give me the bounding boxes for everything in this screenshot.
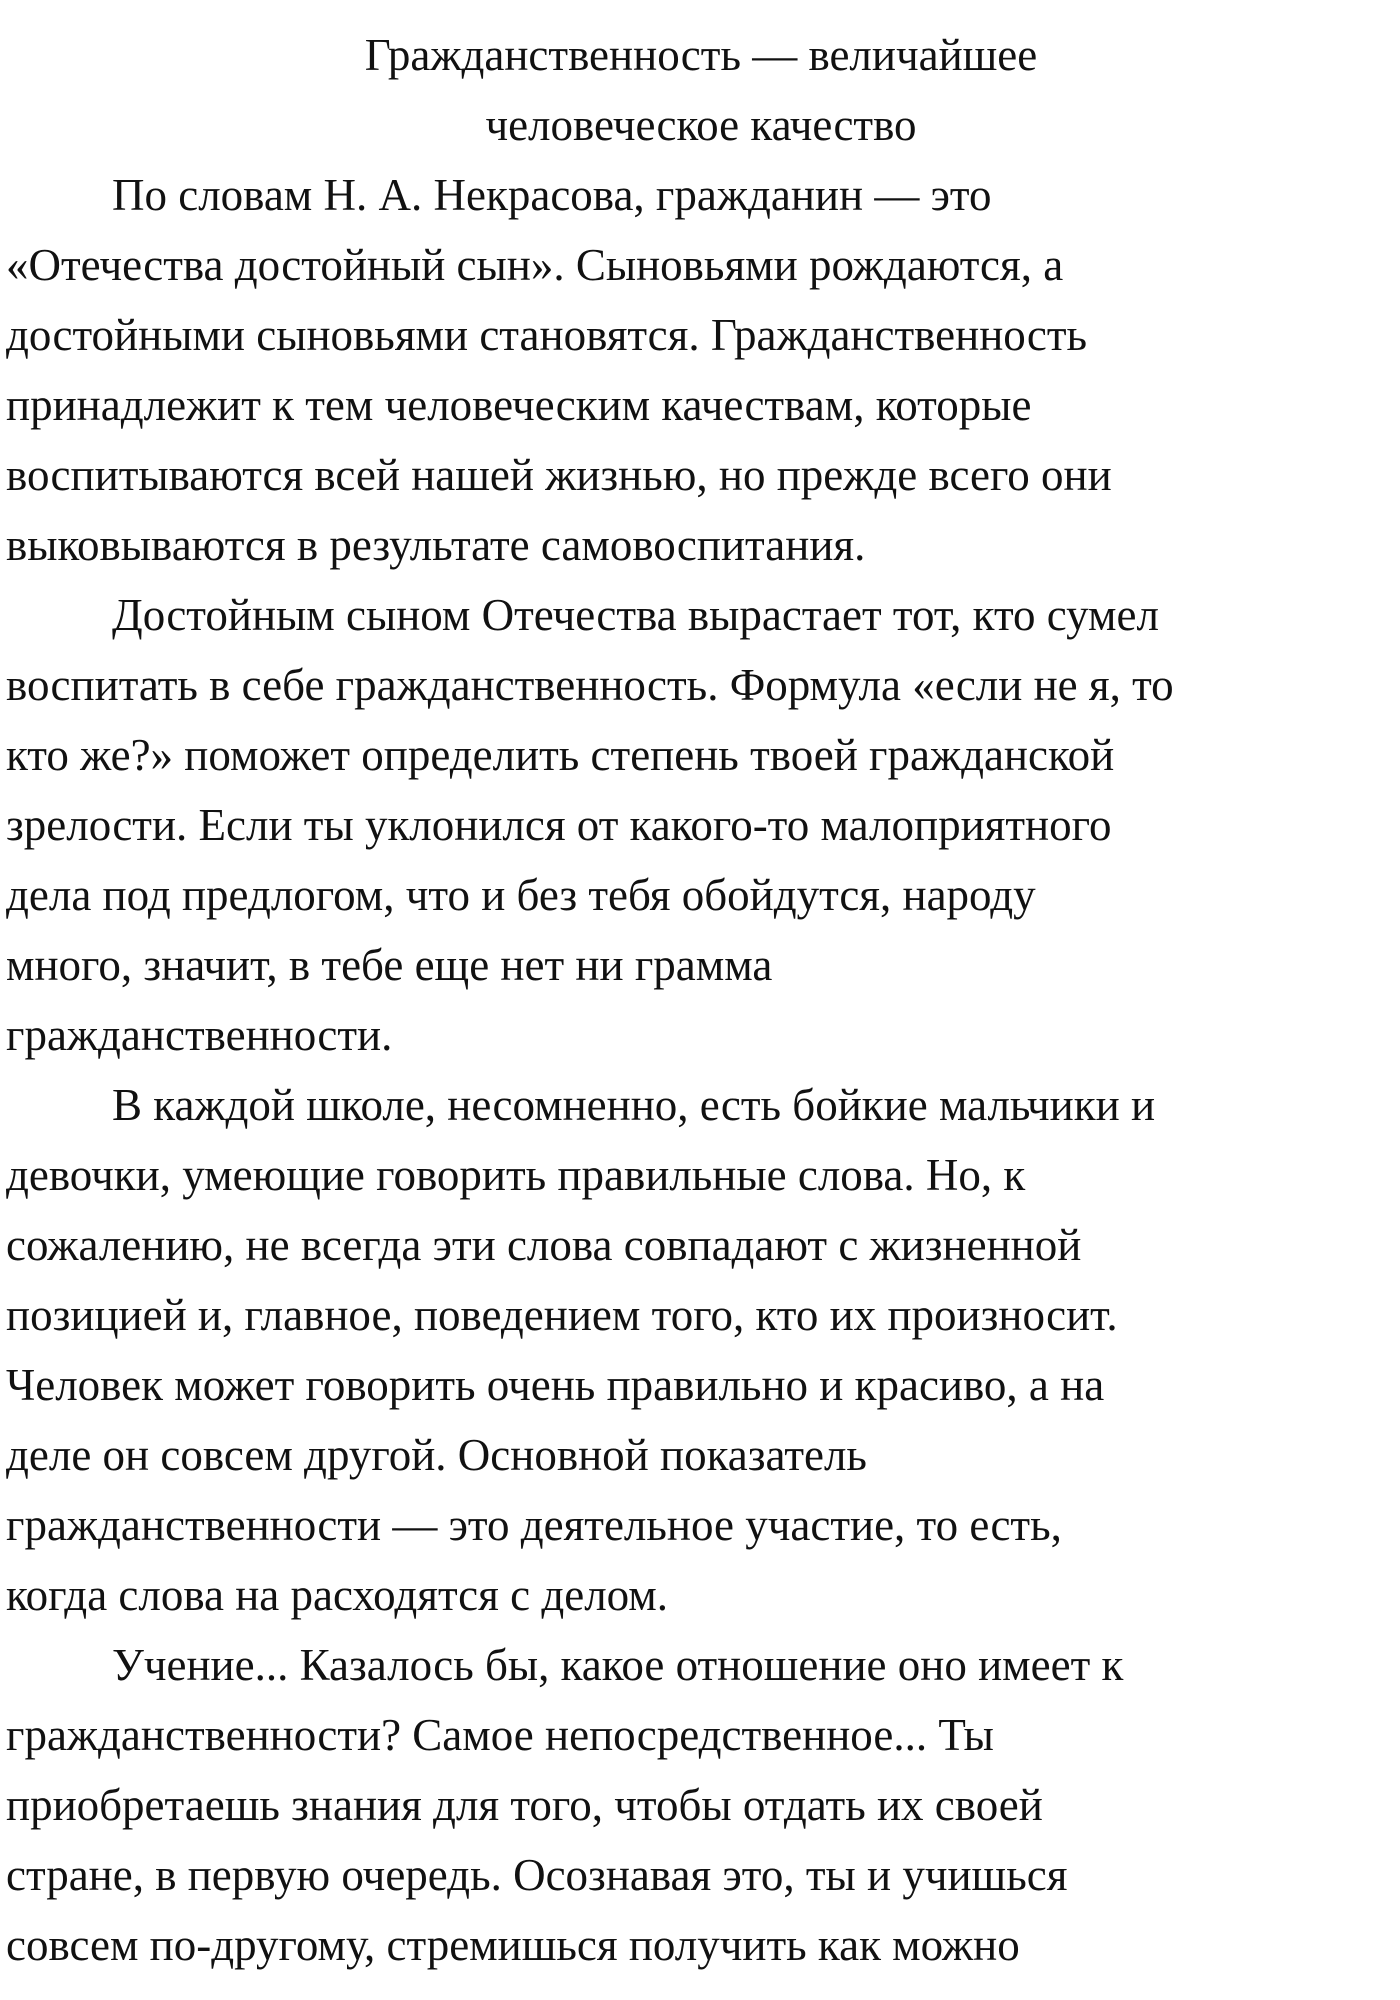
text-line: По словам Н. А. Некрасова, гражданин — это	[112, 170, 992, 220]
text-line: девочки, умеющие говорить правильные слова. Но, к	[6, 1150, 1026, 1200]
document-page	[6, 20, 1396, 1980]
text-line: Человек может говорить очень правильно и красиво, а на	[6, 1360, 1105, 1410]
text-line: Учение... Казалось бы, какое отношение оно имеет к	[112, 1640, 1124, 1690]
paragraph-2	[6, 580, 1396, 1070]
text-line: сожалению, не всегда эти слова совпадают с жизненной	[6, 1220, 1082, 1270]
text-line: выковываются в результате самовоспитания.	[6, 520, 866, 570]
text-line: гражданственности.	[6, 1010, 393, 1060]
document-title	[6, 20, 1396, 160]
text-line: кто же?» поможет определить степень твоей гражданской	[6, 730, 1115, 780]
text-line: достойными сыновьями становятся. Гражданственность	[6, 310, 1088, 360]
paragraph-3	[6, 1070, 1396, 1630]
text-line: В каждой школе, несомненно, есть бойкие мальчики и	[112, 1080, 1156, 1130]
text-line: дела под предлогом, что и без тебя обойдутся, народу	[6, 870, 1036, 920]
text-line: стране, в первую очередь. Осознавая это, ты и учишься	[6, 1850, 1068, 1900]
title-line: человеческое качество	[485, 100, 917, 150]
paragraph-1	[6, 160, 1396, 580]
title-line: Гражданственность — величайшее	[364, 30, 1038, 80]
text-line: воспитываются всей нашей жизнью, но прежде всего они	[6, 450, 1112, 500]
text-line: приобретаешь знания для того, чтобы отдать их своей	[6, 1780, 1043, 1830]
text-line: гражданственности — это деятельное участие, то есть,	[6, 1500, 1062, 1550]
text-line: «Отечества достойный сын». Сыновьями рождаются, а	[6, 240, 1064, 290]
text-line: гражданственности? Самое непосредственное... Ты	[6, 1710, 994, 1760]
text-line: принадлежит к тем человеческим качествам, которые	[6, 380, 1032, 430]
paragraph-4	[6, 1630, 1396, 1980]
text-line: зрелости. Если ты уклонился от какого-то малоприятного	[6, 800, 1112, 850]
text-line: когда слова на расходятся с делом.	[6, 1570, 669, 1620]
text-line: воспитать в себе гражданственность. Формула «если не я, то	[6, 660, 1174, 710]
text-line: Достойным сыном Отечества вырастает тот, кто сумел	[112, 590, 1159, 640]
text-line: деле он совсем другой. Основной показатель	[6, 1430, 867, 1480]
text-line: позицией и, главное, поведением того, кто их произносит.	[6, 1290, 1118, 1340]
text-line: много, значит, в тебе еще нет ни грамма	[6, 940, 773, 990]
text-line: совсем по-другому, стремишься получить как можно	[6, 1920, 1020, 1970]
